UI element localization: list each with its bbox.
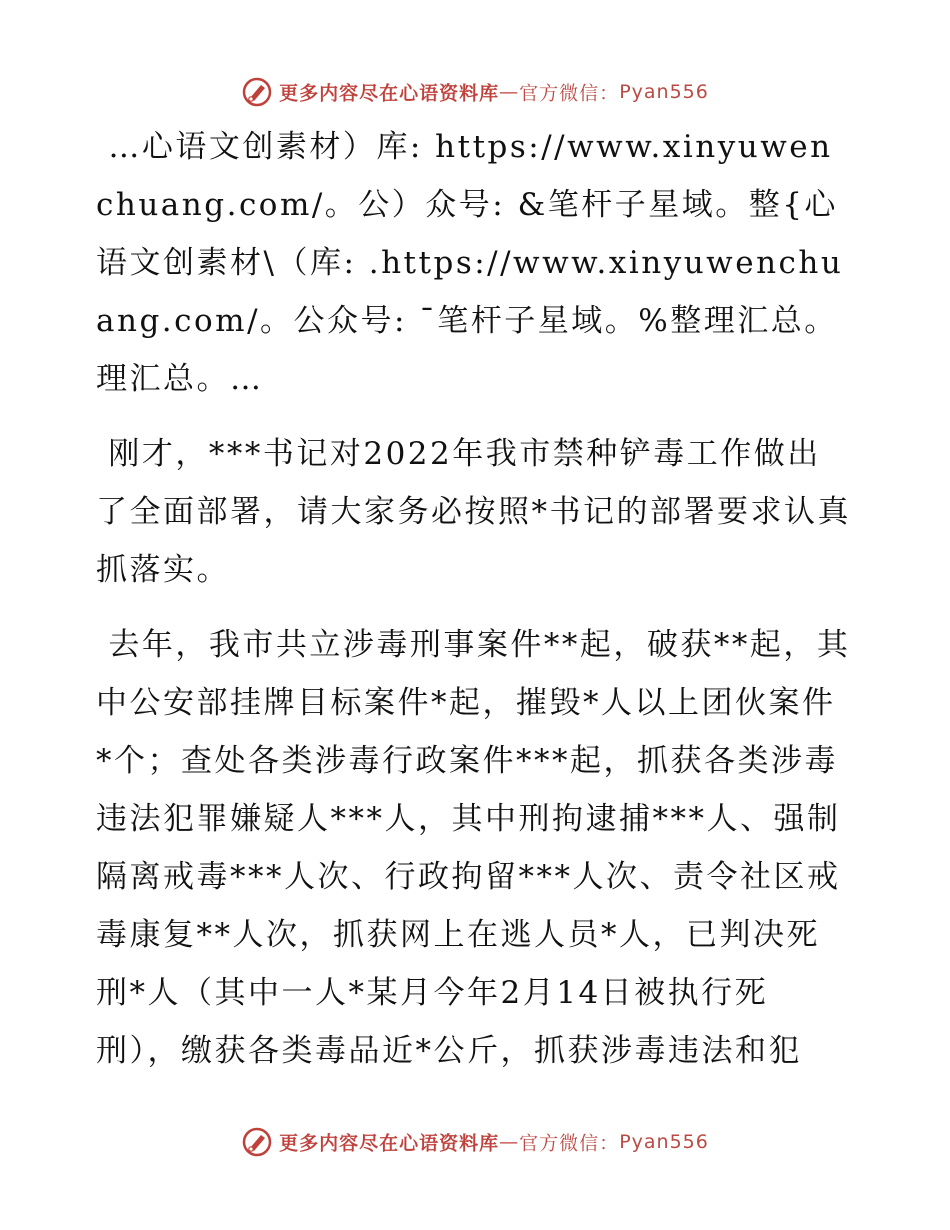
footer-watermark [0, 1126, 950, 1158]
paragraph-statistics: 去年，我市共立涉毒刑事案件**起，破获**起，其中公安部挂牌目标案件*起，摧毁*人以上团伙案件*个；查处各类涉毒行政案件***起，抓获各类涉毒违法犯罪嫌疑人***人，其中刑拘逮捕***人、强制隔离戒毒***人次、行政拘留***人次、责令社区戒毒康复**人次，抓获网上在逃人员*人，已判决死刑*人（其中一人*某月今年2月14日被执行死刑），缴获各类毒品近*公斤，抓获涉毒违法和犯 [96, 627, 851, 1069]
brand-logo-icon [241, 76, 273, 108]
watermark-title: 更多内容尽在心语资料库 [279, 82, 500, 105]
watermark-label: 官方微信： [519, 1132, 620, 1155]
document-body [96, 118, 852, 1080]
watermark-dash: — [499, 1131, 520, 1153]
watermark-label: 官方微信： [519, 82, 620, 105]
watermark-id: Pyan556 [619, 1131, 709, 1153]
watermark-title: 更多内容尽在心语资料库 [279, 1132, 500, 1155]
paragraph-deployment: 刚才，***书记对2022年我市禁种铲毒工作做出了全面部署，请大家务必按照*书记的部署要求认真抓落实。 [96, 436, 851, 588]
header-watermark [0, 76, 950, 108]
watermark-id: Pyan556 [619, 81, 709, 103]
paragraph-intro: …心语文创素材）库: https://www.xinyuwenchuang.com/。公）众号: &笔杆子星域。整{心语文创素材\（库: .https://www.xinyuwenchuang.com/。公众号: ¯笔杆子星域。%整理汇总。理汇总。… [96, 129, 844, 397]
watermark-dash: — [499, 81, 520, 103]
brand-logo-icon [241, 1126, 273, 1158]
